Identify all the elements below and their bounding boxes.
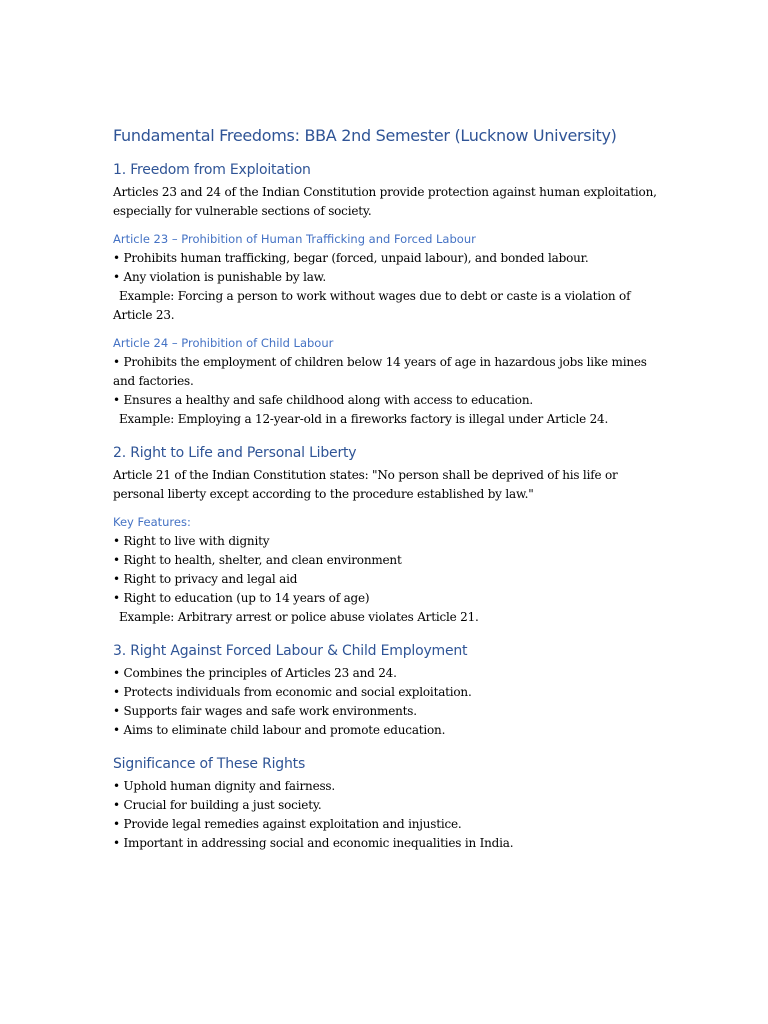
paragraph-text: Article 21 of the Indian Constitution states: "No person shall be deprived of his life or [113,468,618,482]
bullet-item: • Crucial for building a just society. [113,798,322,812]
bullet-item: • Important in addressing social and economic inequalities in India. [113,836,514,850]
example-text: Example: Employing a 12-year-old in a fireworks factory is illegal under Article 24. [119,412,609,426]
subheading-article-24: Article 24 – Prohibition of Child Labour [113,336,334,350]
subheading-article-23: Article 23 – Prohibition of Human Trafficking and Forced Labour [113,232,476,246]
paragraph-text: personal liberty except according to the procedure established by law." [113,487,534,501]
bullet-item: • Prohibits the employment of children below 14 years of age in hazardous jobs like mines [113,355,647,369]
bullet-item: • Right to live with dignity [113,534,270,548]
bullet-item: • Supports fair wages and safe work environments. [113,704,417,718]
example-text: Example: Arbitrary arrest or police abuse violates Article 21. [119,610,479,624]
bullet-item: • Ensures a healthy and safe childhood along with access to education. [113,393,533,407]
document-title: Fundamental Freedoms: BBA 2nd Semester (Lucknow University) [113,126,617,145]
example-text: Article 23. [113,308,175,322]
example-text: Example: Forcing a person to work without wages due to debt or caste is a violation of [119,289,631,303]
bullet-item: • Aims to eliminate child labour and promote education. [113,723,446,737]
section-heading-significance: Significance of These Rights [113,756,306,772]
paragraph-text: Articles 23 and 24 of the Indian Constitution provide protection against human exploitation, [113,185,657,199]
bullet-item: • Any violation is punishable by law. [113,270,326,284]
bullet-item: • Combines the principles of Articles 23 and 24. [113,666,397,680]
bullet-item: • Protects individuals from economic and social exploitation. [113,685,472,699]
bullet-item: and factories. [113,374,194,388]
section-heading-forced-labour-child-employment: 3. Right Against Forced Labour & Child Employment [113,643,468,659]
bullet-item: • Provide legal remedies against exploitation and injustice. [113,817,462,831]
bullet-item: • Right to education (up to 14 years of age) [113,591,370,605]
bullet-item: • Right to privacy and legal aid [113,572,298,586]
section-heading-right-to-life: 2. Right to Life and Personal Liberty [113,445,357,461]
bullet-item: • Prohibits human trafficking, begar (forced, unpaid labour), and bonded labour. [113,251,589,265]
section-heading-freedom-from-exploitation: 1. Freedom from Exploitation [113,162,311,178]
bullet-item: • Uphold human dignity and fairness. [113,779,336,793]
bullet-item: • Right to health, shelter, and clean environment [113,553,402,567]
document-content [113,124,673,853]
paragraph-text: especially for vulnerable sections of society. [113,204,372,218]
subheading-key-features: Key Features: [113,515,191,529]
